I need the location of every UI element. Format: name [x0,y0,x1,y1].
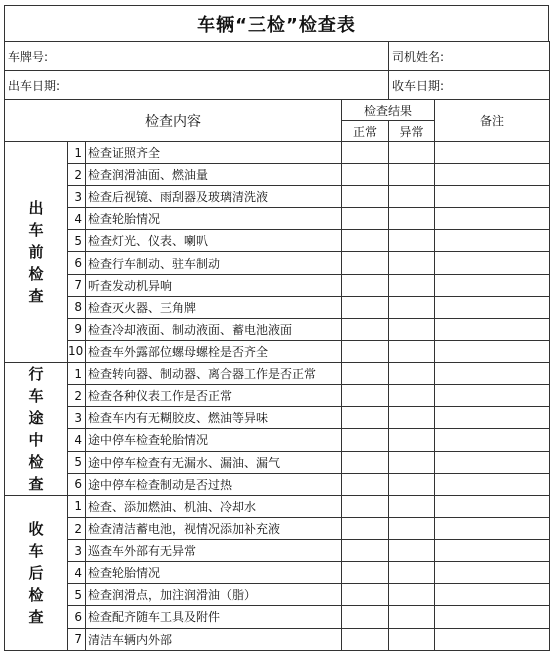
abnormal-check-cell[interactable] [389,164,435,186]
table-row [5,164,550,186]
abnormal-check-cell[interactable] [389,518,435,540]
table-row [5,451,550,473]
item-text: 检查行车制动、驻车制动 [86,252,342,274]
normal-check-cell[interactable] [342,362,389,384]
item-number: 10 [68,340,86,362]
item-number: 8 [68,296,86,318]
item-text: 检查轮胎情况 [86,562,342,584]
abnormal-check-cell[interactable] [389,540,435,562]
item-text: 检查车外露部位螺母螺栓是否齐全 [86,340,342,362]
section-label-char: 车 [28,541,44,560]
remark-cell[interactable] [435,164,550,186]
page-title: 车辆“三检”检查表 [4,5,549,42]
table-row [5,340,550,362]
depart-date-label: 出车日期: [8,78,61,93]
item-number: 1 [68,362,86,384]
normal-check-cell[interactable] [342,164,389,186]
table-row [5,142,550,164]
abnormal-check-cell[interactable] [389,495,435,517]
table-row [5,518,550,540]
return-date-label: 收车日期: [392,78,445,93]
inspection-sheet [4,5,549,653]
section-label-char: 车 [28,386,44,405]
section-label-char: 后 [28,563,44,582]
normal-header: 正常 [353,124,378,139]
abnormal-check-cell[interactable] [389,230,435,252]
table-row [5,318,550,340]
abnormal-check-cell[interactable] [389,318,435,340]
remark-cell[interactable] [435,628,550,650]
section-label-char: 车 [28,220,44,239]
abnormal-check-cell[interactable] [389,142,435,164]
item-number: 3 [68,407,86,429]
section-label-char: 查 [28,286,44,305]
item-text: 检查冷却液面、制动液面、蓄电池液面 [86,318,342,340]
remark-cell[interactable] [435,385,550,407]
normal-check-cell[interactable] [342,429,389,451]
item-text: 检查、添加燃油、机油、冷却水 [86,495,342,517]
item-text: 途中停车检查轮胎情况 [86,429,342,451]
normal-check-cell[interactable] [342,296,389,318]
normal-check-cell[interactable] [342,628,389,650]
abnormal-check-cell[interactable] [389,252,435,274]
info-row-plate [5,42,550,71]
abnormal-check-cell[interactable] [389,296,435,318]
normal-check-cell[interactable] [342,518,389,540]
item-text: 检查车内有无糊胶皮、燃油等异味 [86,407,342,429]
remark-cell[interactable] [435,473,550,495]
item-number: 4 [68,208,86,230]
normal-check-cell[interactable] [342,451,389,473]
remark-cell[interactable] [435,584,550,606]
remark-header: 备注 [480,114,505,128]
section-label [5,362,68,495]
item-text: 检查各种仪表工作是否正常 [86,385,342,407]
result-header: 检查结果 [364,103,413,118]
normal-check-cell[interactable] [342,142,389,164]
section-label-char: 前 [28,242,44,261]
normal-check-cell[interactable] [342,495,389,517]
abnormal-check-cell[interactable] [389,584,435,606]
table-row [5,362,550,384]
normal-check-cell[interactable] [342,584,389,606]
abnormal-check-cell[interactable] [389,274,435,296]
normal-check-cell[interactable] [342,208,389,230]
item-text: 检查灯光、仪表、喇叭 [86,230,342,252]
section-label [5,495,68,650]
abnormal-check-cell[interactable] [389,186,435,208]
abnormal-check-cell[interactable] [389,362,435,384]
header-row-1 [5,100,550,121]
remark-cell[interactable] [435,562,550,584]
table-row [5,407,550,429]
remark-cell[interactable] [435,230,550,252]
item-text: 清洁车辆内外部 [86,628,342,650]
item-number: 4 [68,562,86,584]
normal-check-cell[interactable] [342,252,389,274]
normal-check-cell[interactable] [342,606,389,628]
item-text: 检查灭火器、三角牌 [86,296,342,318]
normal-check-cell[interactable] [342,318,389,340]
table-row [5,495,550,517]
table-row [5,252,550,274]
item-text: 检查清洁蓄电池，视情况添加补充液 [86,518,342,540]
remark-cell[interactable] [435,495,550,517]
normal-check-cell[interactable] [342,340,389,362]
item-number: 4 [68,429,86,451]
driver-label: 司机姓名: [392,49,445,64]
remark-cell[interactable] [435,274,550,296]
table-row [5,186,550,208]
remark-cell[interactable] [435,407,550,429]
normal-check-cell[interactable] [342,230,389,252]
table-row [5,473,550,495]
item-number: 2 [68,385,86,407]
table-row [5,230,550,252]
remark-cell[interactable] [435,606,550,628]
item-number: 6 [68,606,86,628]
item-number: 1 [68,142,86,164]
section-label-char: 检 [28,585,44,604]
content-header: 检查内容 [145,113,201,130]
section-label-char: 行 [28,364,44,383]
remark-cell[interactable] [435,451,550,473]
table-row [5,274,550,296]
normal-check-cell[interactable] [342,407,389,429]
remark-cell[interactable] [435,362,550,384]
abnormal-check-cell[interactable] [389,407,435,429]
table-row [5,584,550,606]
item-number: 3 [68,186,86,208]
item-text: 巡查车外部有无异常 [86,540,342,562]
item-number: 5 [68,584,86,606]
remark-cell[interactable] [435,540,550,562]
section-label-char: 出 [28,198,44,217]
normal-check-cell[interactable] [342,562,389,584]
item-text: 检查后视镜、雨刮器及玻璃清洗液 [86,186,342,208]
item-text: 途中停车检查制动是否过热 [86,473,342,495]
item-number: 7 [68,274,86,296]
item-text: 途中停车检查有无漏水、漏油、漏气 [86,451,342,473]
item-text: 检查润滑油面、燃油量 [86,164,342,186]
section-label-char: 检 [28,452,44,471]
abnormal-check-cell[interactable] [389,451,435,473]
item-number: 9 [68,318,86,340]
section-label-char: 检 [28,264,44,283]
table-row [5,628,550,650]
item-number: 5 [68,451,86,473]
section-label-char: 查 [28,607,44,626]
table-row [5,296,550,318]
remark-cell[interactable] [435,208,550,230]
abnormal-check-cell[interactable] [389,562,435,584]
remark-cell[interactable] [435,296,550,318]
item-text: 检查配齐随车工具及附件 [86,606,342,628]
remark-cell[interactable] [435,429,550,451]
abnormal-check-cell[interactable] [389,340,435,362]
item-number: 6 [68,473,86,495]
table-row [5,385,550,407]
remark-cell[interactable] [435,518,550,540]
section-label-char: 途 [28,408,44,427]
abnormal-check-cell[interactable] [389,385,435,407]
table-row [5,429,550,451]
item-number: 5 [68,230,86,252]
item-number: 3 [68,540,86,562]
remark-cell[interactable] [435,186,550,208]
item-text: 检查转向器、制动器、离合器工作是否正常 [86,362,342,384]
normal-check-cell[interactable] [342,385,389,407]
info-row-date [5,71,550,100]
plate-label: 车牌号: [8,49,49,64]
table-row [5,208,550,230]
item-number: 1 [68,495,86,517]
remark-cell[interactable] [435,340,550,362]
abnormal-check-cell[interactable] [389,429,435,451]
table-row [5,540,550,562]
abnormal-check-cell[interactable] [389,208,435,230]
item-text: 听查发动机异响 [86,274,342,296]
item-text: 检查轮胎情况 [86,208,342,230]
section-label-char: 查 [28,474,44,493]
normal-check-cell[interactable] [342,473,389,495]
remark-cell[interactable] [435,252,550,274]
normal-check-cell[interactable] [342,186,389,208]
remark-cell[interactable] [435,318,550,340]
abnormal-header: 异常 [399,124,424,139]
abnormal-check-cell[interactable] [389,473,435,495]
item-number: 2 [68,518,86,540]
normal-check-cell[interactable] [342,274,389,296]
item-number: 6 [68,252,86,274]
abnormal-check-cell[interactable] [389,628,435,650]
table-row [5,562,550,584]
item-number: 2 [68,164,86,186]
inspection-table [4,41,550,651]
section-label [5,142,68,363]
abnormal-check-cell[interactable] [389,606,435,628]
section-label-char: 中 [28,430,44,449]
normal-check-cell[interactable] [342,540,389,562]
section-label-char: 收 [28,519,44,538]
item-number: 7 [68,628,86,650]
table-row [5,606,550,628]
item-text: 检查润滑点，加注润滑油（脂） [86,584,342,606]
item-text: 检查证照齐全 [86,142,342,164]
remark-cell[interactable] [435,142,550,164]
